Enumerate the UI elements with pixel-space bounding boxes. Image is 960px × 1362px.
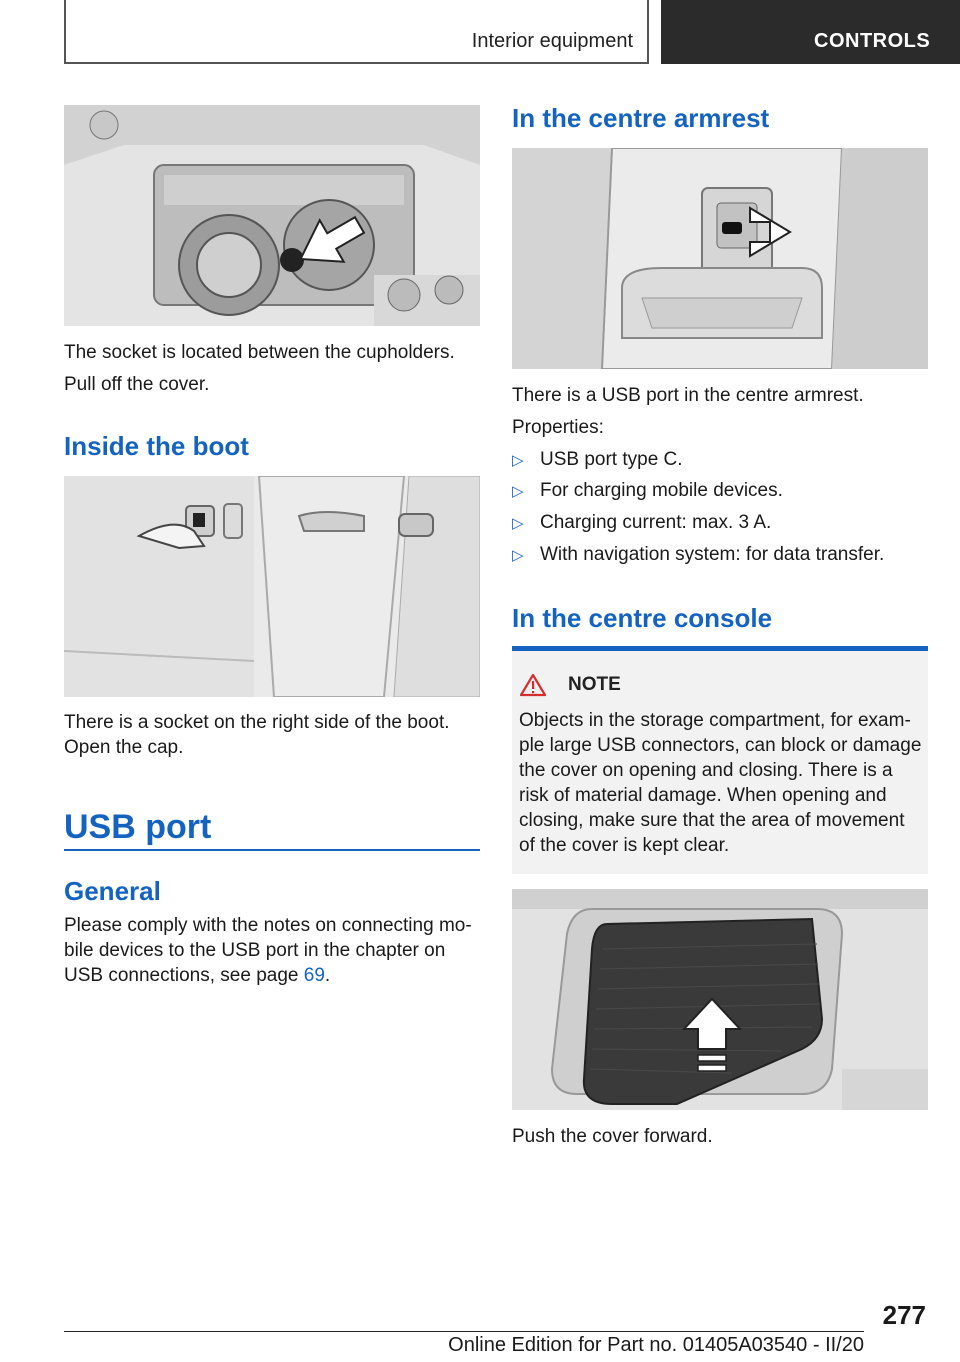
property-item xyxy=(512,447,683,473)
property-text: With navigation system: for data transfer. xyxy=(540,544,885,565)
property-item xyxy=(512,510,771,536)
note-box xyxy=(512,646,928,874)
page-number: 277 xyxy=(882,1300,926,1330)
general-text-line-3-body: USB connections, see page xyxy=(64,965,304,986)
cupholder-socket-photo xyxy=(64,105,480,326)
property-text: For charging mobile devices. xyxy=(540,480,783,501)
cupholder-caption: The socket is located between the cupholders. xyxy=(64,342,455,363)
note-line: Objects in the storage compartment, for exam- xyxy=(519,710,911,731)
property-item xyxy=(512,542,884,568)
armrest-caption: There is a USB port in the centre armrest. xyxy=(512,385,864,406)
property-item xyxy=(512,478,783,504)
armrest-usb-photo xyxy=(512,148,928,369)
general-text-line-3 xyxy=(64,963,330,988)
bullet-triangle-icon: ▷ xyxy=(512,515,524,532)
warning-icon xyxy=(520,673,546,697)
footer-rule xyxy=(64,1331,864,1332)
console-caption: Push the cover forward. xyxy=(512,1126,713,1147)
header-chapter-title: CONTROLS xyxy=(814,30,931,52)
general-heading: General xyxy=(64,876,161,906)
page-69-link[interactable]: 69 xyxy=(303,965,325,986)
note-line: of the cover is kept clear. xyxy=(519,835,730,856)
properties-label: Properties: xyxy=(512,417,604,438)
console-heading: In the centre console xyxy=(512,603,773,633)
property-text: USB port type C. xyxy=(540,449,683,470)
note-line: the cover on opening and closing. There is a xyxy=(519,760,893,781)
boot-instruction: Open the cap. xyxy=(64,737,184,758)
console-cover-photo xyxy=(512,889,928,1110)
edition-footer: Online Edition for Part no. 01405A03540 - II/20 xyxy=(448,1334,864,1356)
bullet-triangle-icon: ▷ xyxy=(512,547,524,564)
usb-heading-rule xyxy=(64,849,480,851)
armrest-heading: In the centre armrest xyxy=(512,103,770,133)
usb-port-heading: USB port xyxy=(64,808,212,846)
general-text-end: . xyxy=(324,965,331,986)
note-header xyxy=(520,673,621,697)
general-text-line-1: Please comply with the notes on connecting mo- xyxy=(64,915,472,936)
boot-caption: There is a socket on the right side of the boot. xyxy=(64,712,450,733)
header-section-title: Interior equipment xyxy=(471,30,633,52)
header-chapter-tab xyxy=(661,0,960,64)
boot-heading: Inside the boot xyxy=(64,431,249,461)
note-line: closing, make sure that the area of movement xyxy=(519,810,905,831)
cupholder-instruction: Pull off the cover. xyxy=(64,374,210,395)
note-line: ple large USB connectors, can block or damage xyxy=(519,735,922,756)
property-text: Charging current: max. 3 A. xyxy=(540,512,772,533)
note-label: NOTE xyxy=(568,674,621,695)
bullet-triangle-icon: ▷ xyxy=(512,452,524,469)
bullet-triangle-icon: ▷ xyxy=(512,483,524,500)
note-body xyxy=(519,708,924,858)
boot-socket-photo xyxy=(64,476,480,697)
general-text-line-2: bile devices to the USB port in the chapter on xyxy=(64,940,446,961)
note-line: risk of material damage. When opening and xyxy=(519,785,887,806)
header-section-tab xyxy=(64,0,649,64)
